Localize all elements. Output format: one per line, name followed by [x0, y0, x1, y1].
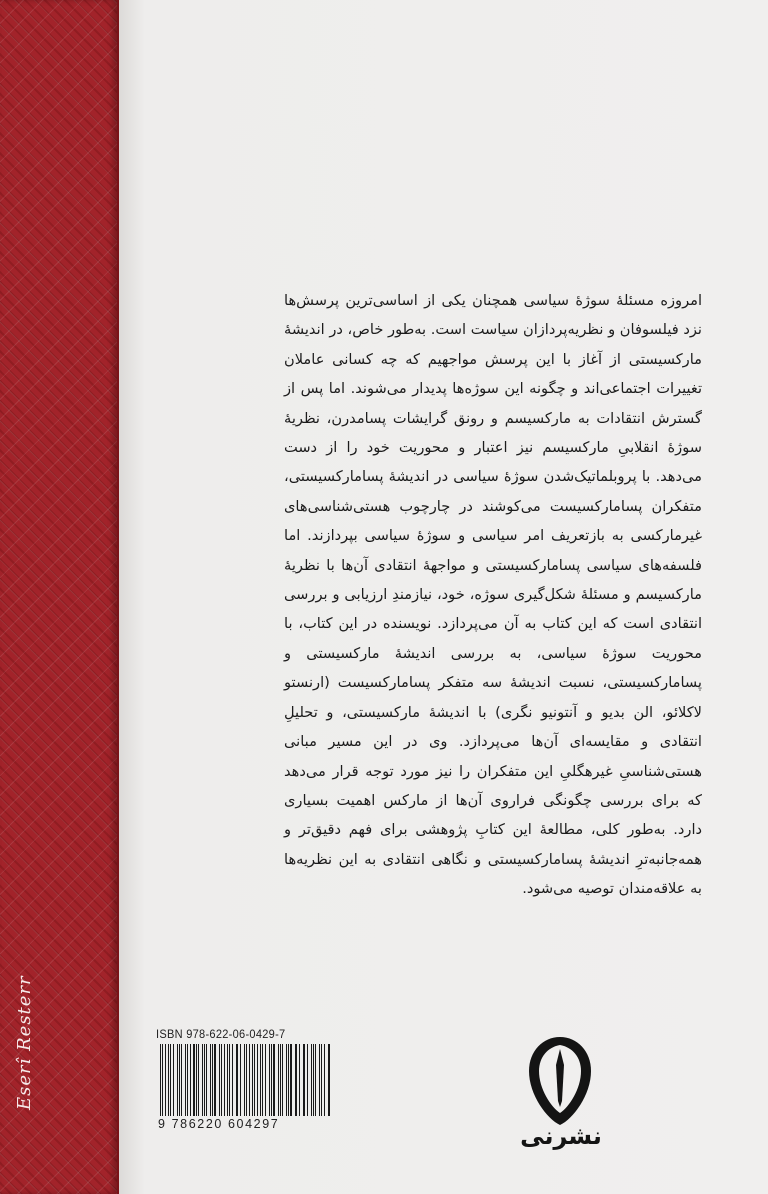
barcode-bar [229, 1044, 230, 1116]
barcode-bar [162, 1044, 163, 1116]
barcode-bar [214, 1044, 215, 1116]
barcode-bar [313, 1044, 314, 1116]
barcode [156, 1044, 332, 1116]
barcode-bar [249, 1044, 250, 1116]
barcode-bar [165, 1044, 166, 1116]
isbn-label: ISBN 978-622-06-0429-7 [156, 1027, 286, 1041]
red-spine-panel [0, 0, 119, 1194]
blurb-text: امروزه مسئلهٔ سوژهٔ سیاسی همچنان یکی از اساسی‌ترین پرسش‌ها نزد فیلسوفان و نظریه‌پردازان سیاست است. به‌طور خاص، در اندیشهٔ مارکسیستی از آغاز با این پرسش مواجهیم که چه کسانی عاملان تغییرات اجتماعی‌اند و چگونه این سوژه‌ها پدیدار می‌شوند. اما پس از گسترش انتقادات به مارکسیسم و رونق گرایشات پسامدرن، نظریهٔ سوژهٔ انقلابیِ مارکسیسم نیز اعتبار و محوریت خود را از دست می‌دهد. با پروبلماتیک‌شدن سوژهٔ سیاسی در اندیشهٔ پسامارکسیستی، متفکران پسامارکسیست می‌کوشند در چارچوب هستی‌شناسی‌های غیرمارکسی به بازتعریف امر سیاسی و سوژهٔ سیاسی بپردازند. اما فلسفه‌های سیاسی پسامارکسیستی و مواجههٔ انتقادی آن‌ها با نظریهٔ مارکسیسم و مسئلهٔ شکل‌گیری سوژه، خود، نیازمندِ ارزیابی و بررسی انتقادی است که این کتاب به آن می‌پردازد. نویسنده در این کتاب، با محوریت سوژهٔ سیاسی، به بررسی اندیشهٔ مارکسیستی و پسامارکسیستی، نسبت اندیشهٔ سه متفکر پسامارکسیست (ارنستو لاکلائو، الن بدیو و آنتونیو نگری) با اندیشهٔ مارکسیستی، و تحلیلِ انتقادی و مقایسه‌ای آن‌ها می‌پردازد. وی در این مسیر مبانی هستی‌شناسیِ غیرهگلیِ این متفکران را نیز مورد توجه قرار می‌دهد که برای بررسی چگونگی فراروی آن‌ها از مارکس اهمیت بسیاری دارد. به‌طور کلی، مطالعهٔ این کتابِ پژوهشی برای فهم دقیق‌تر و همه‌جانبه‌ترِ اندیشهٔ پسامارکسیستی و نگاهی انتقادی به این نظریه‌ها به علاقه‌مندان توصیه می‌شود. [284, 292, 702, 898]
barcode-bar [262, 1044, 263, 1116]
barcode-bar [232, 1044, 233, 1116]
barcode-bar [257, 1044, 258, 1116]
isbn-block [156, 1027, 332, 1131]
barcode-bar [202, 1044, 203, 1116]
publisher-name: نشرنی [520, 1122, 602, 1150]
barcode-bar [221, 1044, 222, 1116]
barcode-bar [237, 1044, 238, 1116]
barcode-bar [265, 1044, 267, 1116]
barcode-bar [173, 1044, 175, 1116]
barcode-bar [224, 1044, 225, 1116]
barcode-bar [278, 1044, 279, 1116]
barcode-bar [271, 1044, 272, 1116]
spine-signature: Eserî Resterr [14, 975, 35, 1110]
barcode-bar [252, 1044, 253, 1116]
barcode-digits: 9 786220 604297 [158, 1117, 280, 1131]
barcode-bar [181, 1044, 182, 1116]
barcode-bar [193, 1044, 195, 1116]
barcode-bar [328, 1044, 329, 1116]
barcode-bar [210, 1044, 211, 1116]
barcode-bar [219, 1044, 221, 1116]
barcode-bar [190, 1044, 191, 1116]
ney-logo-icon [525, 1035, 595, 1127]
barcode-bar [168, 1044, 169, 1116]
barcode-bar [260, 1044, 261, 1116]
barcode-bar [307, 1044, 308, 1116]
barcode-bar [329, 1044, 330, 1116]
barcode-bar [269, 1044, 270, 1116]
barcode-bar [315, 1044, 316, 1116]
barcode-bar [324, 1044, 325, 1116]
barcode-bar [319, 1044, 321, 1116]
barcode-bar [160, 1044, 161, 1116]
barcode-bar [254, 1044, 255, 1116]
barcode-bar [303, 1044, 304, 1116]
barcode-bar [204, 1044, 205, 1116]
barcode-bar [299, 1044, 300, 1116]
barcode-bar [236, 1044, 237, 1116]
barcode-bar [311, 1044, 312, 1116]
barcode-bar [187, 1044, 188, 1116]
barcode-bar [321, 1044, 322, 1116]
barcode-bar [177, 1044, 178, 1116]
barcode-bar [240, 1044, 242, 1116]
barcode-bar [246, 1044, 247, 1116]
barcode-bar [273, 1044, 274, 1116]
barcode-bar [282, 1044, 283, 1116]
barcode-bar [295, 1044, 296, 1116]
barcode-bar [185, 1044, 186, 1116]
barcode-bar [227, 1044, 228, 1116]
barcode-bar [179, 1044, 180, 1116]
barcode-bar [170, 1044, 171, 1116]
barcode-bar [206, 1044, 207, 1116]
barcode-bar [296, 1044, 297, 1116]
barcode-bar [286, 1044, 287, 1116]
barcode-bar [304, 1044, 305, 1116]
barcode-bar [288, 1044, 289, 1116]
barcode-bar [196, 1044, 197, 1116]
barcode-bar [280, 1044, 281, 1116]
barcode-bar [212, 1044, 213, 1116]
barcode-bar [244, 1044, 245, 1116]
barcode-bar [290, 1044, 292, 1116]
barcode-bar [198, 1044, 199, 1116]
